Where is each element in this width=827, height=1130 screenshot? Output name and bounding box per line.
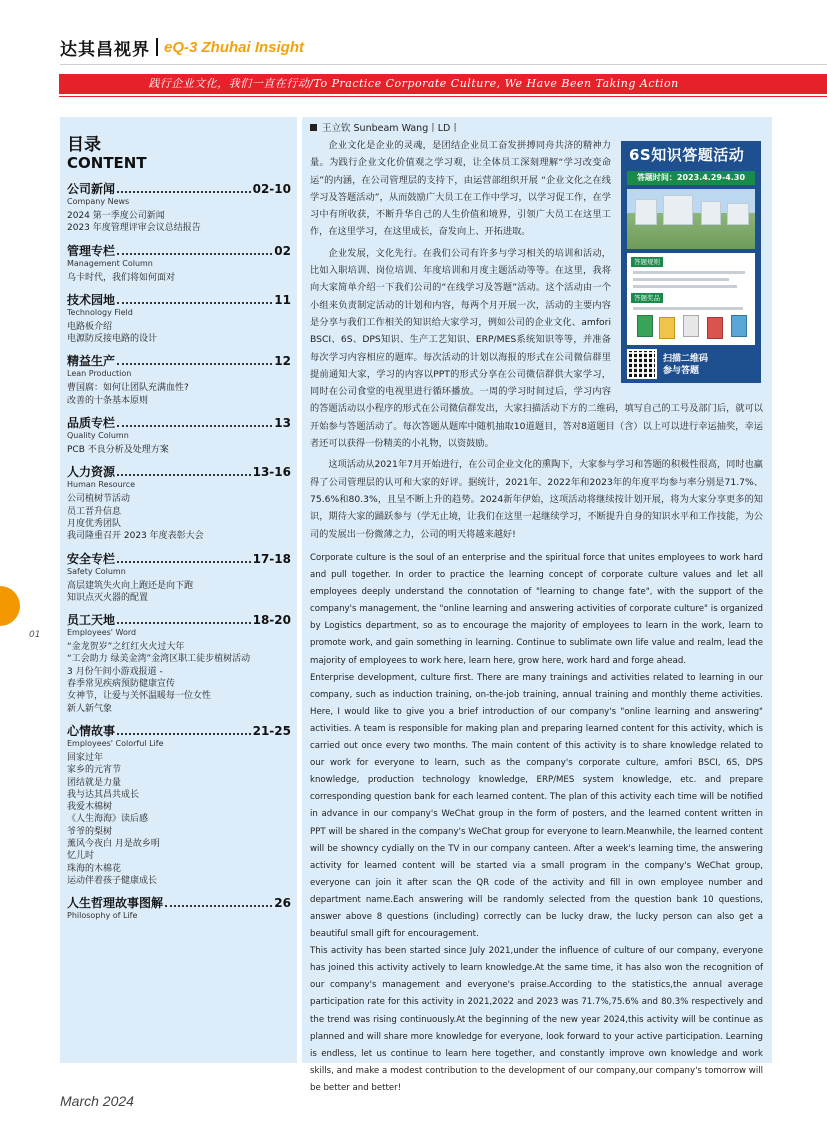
- toc-item[interactable]: 回家过年: [67, 752, 104, 763]
- text-line: [633, 285, 737, 288]
- toc-title: 目录: [67, 135, 101, 155]
- header-divider: [60, 64, 827, 65]
- toc-section: [67, 465, 291, 542]
- toc-section-english: Philosophy of Life: [67, 911, 138, 921]
- toc-section-pages: 17-18: [252, 551, 291, 566]
- table-of-contents: [60, 117, 297, 1063]
- toc-item[interactable]: 公司植树节活动: [67, 494, 131, 505]
- toc-section-heading[interactable]: [67, 416, 291, 431]
- prize-box-icon: [683, 315, 699, 337]
- toc-section-name: 品质专栏: [67, 416, 116, 431]
- toc-section-english: Lean Production: [67, 369, 132, 379]
- toc-item[interactable]: 忆儿时: [67, 851, 95, 862]
- poster-title: 6S知识答题活动: [629, 146, 745, 164]
- activity-poster: [621, 141, 761, 383]
- slogan-text: 践行企业文化，我们一直在行动/To Practice Corporate Culture, We Have Been Taking Action: [148, 77, 679, 90]
- toc-section-english: Technology Field: [67, 307, 133, 317]
- toc-leader-dots: [117, 561, 251, 563]
- toc-item[interactable]: 知识点灭火器的配置: [67, 592, 149, 603]
- toc-section-name: 员工天地: [67, 613, 116, 628]
- toc-leader-dots: [117, 622, 251, 624]
- toc-item[interactable]: 薰风今夜白 月是故乡明: [67, 839, 160, 850]
- poster-card: [621, 141, 761, 383]
- toc-leader-dots: [165, 905, 272, 907]
- toc-section: [67, 244, 291, 284]
- brand-separator: [156, 38, 158, 56]
- toc-leader-dots: [117, 302, 272, 304]
- toc-item[interactable]: 2023 年度管理评审会议总结报告: [67, 223, 201, 234]
- slogan-underline: [59, 96, 827, 97]
- toc-section-pages: 11: [274, 292, 291, 307]
- toc-item[interactable]: 我司隆重召开 2023 年度表彰大会: [67, 531, 204, 542]
- toc-item[interactable]: 乌卡时代，我们将如何面对: [67, 272, 176, 283]
- toc-section-name: 管理专栏: [67, 243, 116, 258]
- toc-section-pages: 12: [274, 354, 291, 369]
- toc-item[interactable]: 高层建筑失火向上跑还是向下跑: [67, 580, 194, 591]
- poster-info-panel: [627, 253, 755, 345]
- masthead: [60, 36, 304, 58]
- toc-item[interactable]: 2024 第一季度公司新闻: [67, 211, 165, 221]
- toc-leader-dots: [117, 253, 272, 255]
- toc-section-pages: 13: [274, 416, 291, 431]
- toc-section-english: Management Column: [67, 258, 153, 268]
- toc-section-english: Company News: [67, 197, 130, 206]
- cn-paragraph-1: 企业文化是企业的灵魂，是团结企业员工奋发拼搏同舟共济的精神力量。为践行企业文化价值观之学习观，让全体员工深刻理解“学习改变命运”的内涵，在公司管理层的支持下，由运营部组织开展 “企业文化之在线学习及答题活动”，从而鼓励广大员工在工作中学习，以学习促工作，在学习中有所收获，不断升华自己的人生价值和境界，引领广大员工在这里工作，在这里学习，在这里成长，奋发向上、开拓进取。: [310, 140, 611, 238]
- toc-item[interactable]: 曹国腐：如何让团队充满血性?: [67, 383, 189, 394]
- toc-section: [67, 613, 291, 715]
- page-tab-marker: [0, 586, 20, 626]
- toc-item[interactable]: 团结就是力量: [67, 777, 122, 788]
- building-shape: [701, 201, 721, 225]
- text-line: [633, 271, 745, 274]
- toc-leader-dots: [117, 425, 272, 427]
- toc-item[interactable]: 女神节，让爱与关怀温暖每一位女性: [67, 691, 212, 702]
- prize-box-icon: [659, 317, 675, 339]
- toc-section-pages: 21-25: [252, 723, 291, 738]
- toc-item[interactable]: 爷爷的梨树: [67, 826, 113, 837]
- toc-section-heading[interactable]: [67, 724, 291, 739]
- toc-section-english: Employees' Colorful Life: [67, 738, 164, 748]
- toc-section-pages: 02: [274, 243, 291, 258]
- cn-paragraph-2: 企业发展，文化先行。在我们公司有许多与学习相关的培训和活动，比如入职培训、岗位培训、年度培训和月度主题活动等等。在这里，我将向大家简单介绍一下我们公司的“在线学习及答题”活动。这个活动由一个小组来负责制定活动的计划和内容，每两个月开展一次，活动的主要内容是分享与我们工作相关的知识给大家学习，例如公司的企业文化、amfori BSCI、6S、DPS知识、生产工艺知识、ERP/MES系统知识等等，并准备每次学习内容相应的题库。每次活动的计划以海报的形式在公司微信群里提前通知大家，学习的内容以PPT的形式分享在公司微信群供大家学习，同时在公司食堂的电视里进行循环播放。一周的学习时间过后，学习内容的答题活动以小程序的形式在公司微信群发出，大家扫描活动下方的二维码，填写自己的工号及部门后，就可以开始参与答题活动了。每次答题从题库中随机抽取10道题目，答对8道题目（含）以上可以进行幸运抽奖，幸运者还可以获得一份精美的小礼物，以资鼓励。: [310, 247, 763, 450]
- prize-box-icon: [731, 315, 747, 337]
- toc-section-heading[interactable]: [67, 244, 291, 259]
- toc-section-heading[interactable]: [67, 552, 291, 567]
- toc-section-english: Quality Column: [67, 431, 129, 441]
- toc-item[interactable]: “金龙贺岁”之红红火火过大年: [67, 642, 185, 653]
- building-shape: [663, 195, 693, 225]
- toc-section-heading[interactable]: [67, 613, 291, 628]
- toc-section-pages: 18-20: [252, 613, 291, 628]
- prize-tag: 答题奖品: [631, 293, 663, 303]
- toc-section-name: 心情故事: [67, 723, 116, 738]
- toc-item[interactable]: 电源防反接电路的设计: [67, 334, 158, 345]
- toc-sections: [67, 182, 291, 921]
- en-paragraph-2: Enterprise development, culture first. There are many trainings and activities related to learning in our company, such as induction training, on-the-job training, annual training and monthly theme activities. Here, I would like to give you a brief introduction of our company's "online learning and answering" activities. A team is responsible for making plan and preparing learned content for this activity, which is carried out once every two months. The main content of this activity is to share knowledge related to our work for everyone to learn, such as the company's corporate culture, amfori BSCI, 6S, DPS knowledge, production technology knowledge, ERP/MES system knowledge, etc. and prepare corresponding question bank for each learned content. The plan of this activity each time will be notified in advance in our company's WeChat group in the form of posters, and the learned content written in PPT will be shared in the company's WeChat group for everyone to learn.Meanwhile, the learned content will be showncy cydially on the TV in our company canteen. After a week's learning time, the answering activity for learned content will be started via a small program in the company's WeChat group, everyone can join it after scan the QR code of the activity and fill in own employee number and department name.Each answering will be randomly selected from the question bank 10 questions, answer above 8 questions (including) correctly can be lucky draw, the lucky person can also get a beautiful small gift for encouragement.: [310, 672, 763, 940]
- toc-item[interactable]: 我爱木棉树: [67, 802, 113, 813]
- article-author: [310, 122, 460, 136]
- toc-section-english: Employees' Word: [67, 628, 137, 638]
- toc-leader-dots: [117, 474, 251, 476]
- toc-item[interactable]: 珠海的木棉花: [67, 863, 122, 874]
- article-en-text: [310, 550, 763, 1097]
- toc-item[interactable]: 春季常见疾病预防健康宣传: [67, 679, 176, 690]
- text-line: [633, 307, 743, 310]
- toc-item[interactable]: 改善的十条基本原则: [67, 395, 149, 406]
- campus-photo: [627, 189, 755, 249]
- issue-date: March 2024: [60, 1093, 134, 1109]
- poster-scan-text: [663, 353, 708, 377]
- toc-section-name: 安全专栏: [67, 551, 116, 566]
- scan-line-1: 扫描二维码: [663, 354, 709, 364]
- toc-section-pages: 26: [274, 896, 291, 911]
- toc-section-heading[interactable]: [67, 354, 291, 369]
- toc-item[interactable]: 新人新气象: [67, 703, 113, 714]
- toc-item[interactable]: “工会助力 绿美金湾”金湾区职工徒步植树活动: [67, 654, 251, 665]
- toc-section-pages: 13-16: [252, 465, 291, 480]
- en-paragraph-1: Corporate culture is the soul of an enterprise and the spiritual force that unites employees to work hard and pull together. In order to practice the learning concept of corporate culture values and let all employees deeply understand the connotation of "learning to change fate", with the support of the company's management, the "online learning and answering activities of corporate culture" is organized by Logistics department, so as to encourage the majority of employees to learn in the work, learn to promote work, and gain something in learning. Continue to sublimate own life value and realm, lead the majority of employees to work here, learn here, grow here, work hard and forge ahead.: [310, 553, 763, 666]
- toc-section-name: 技术园地: [67, 292, 116, 307]
- building-shape: [635, 199, 657, 225]
- toc-section-heading[interactable]: [67, 182, 291, 197]
- text-line: [633, 278, 729, 281]
- toc-section-english: Safety Column: [67, 566, 126, 576]
- toc-item[interactable]: 3 月份午间小游戏报道 -: [67, 666, 163, 677]
- article-cn-text: [310, 137, 763, 543]
- scan-line-2: 参与答题: [663, 366, 700, 376]
- toc-leader-dots: [117, 363, 272, 365]
- en-paragraph-3: This activity has been started since July 2021,under the influence of culture of our company, everyone has joined this activity actively to learn knowledge.At the same time, it has also won the recognition of our company's management and everyone's praise.According to the statistics,the annual average participation rate for this activity in 2021,2022 and 2023 was 71.7%,75.6% and 80.3% respectively and the trend was rising continuously.At the beginning of the new year 2024,this activity will be continue as planned and will share more knowledge for everyone, look forward to your active participation. Learning is endless, let us continue to learn here together, and constantly improve own knowledge and work skills, and make a modest contribution to the development of our company,our company's tomorrow will be better and better!: [310, 946, 763, 1093]
- bullet-square-icon: [310, 124, 317, 131]
- toc-item[interactable]: 员工晋升信息: [67, 506, 122, 517]
- brand-name-en: eQ-3 Zhuhai Insight: [164, 38, 305, 56]
- page-number: 01: [29, 630, 41, 640]
- cn-paragraph-3: 这项活动从2021年7月开始进行，在公司企业文化的熏陶下，大家参与学习和答题的积极性很高，同时也赢得了公司管理层的认可和大家的好评。据统计，2021年、2022年和2023年的年度平均参与率分别是71.7%、75.6%和80.3%，且呈不断上升的趋势。2024新年伊始，这项活动将继续按计划开展，将为大家分享更多的知识，期待大家的踊跃参与（学无止境，让我们在这里一起继续学习，不断提升自身的知识水平和工作技能，为公司的发展出一份微薄之力，公司的明天将越来越好!: [310, 459, 763, 540]
- toc-section-heading[interactable]: [67, 293, 291, 308]
- toc-section-pages: 02-10: [252, 182, 291, 196]
- toc-item[interactable]: 《人生海海》读后感: [67, 814, 149, 825]
- toc-section-name: 人生哲理故事图解: [67, 896, 164, 911]
- toc-section: [67, 293, 291, 346]
- brand-name-cn: 达其昌视界: [60, 39, 150, 60]
- rules-tag: 答题规则: [631, 257, 663, 267]
- toc-section: [67, 724, 291, 887]
- toc-section-heading[interactable]: [67, 465, 291, 480]
- toc-item[interactable]: PCB 不良分析及处理方案: [67, 445, 169, 456]
- qr-code-icon: [627, 349, 657, 379]
- article-panel: [302, 117, 772, 1093]
- toc-subtitle: CONTENT: [67, 154, 147, 172]
- poster-date: 答题时间：2023.4.29-4.30: [627, 171, 755, 185]
- toc-leader-dots: [117, 733, 251, 735]
- toc-item[interactable]: 电路板介绍: [67, 321, 113, 332]
- toc-section-name: 精益生产: [67, 354, 116, 369]
- prize-box-icon: [707, 317, 723, 339]
- prize-box-icon: [637, 315, 653, 337]
- toc-item[interactable]: 家乡的元宵节: [67, 765, 122, 776]
- toc-section: [67, 552, 291, 605]
- toc-leader-dots: [117, 191, 251, 193]
- toc-section: [67, 182, 291, 235]
- toc-section-name: 公司新闻: [67, 182, 116, 196]
- toc-item[interactable]: 运动伴着孩子健康成长: [67, 875, 158, 886]
- toc-item[interactable]: 我与达其昌共成长: [67, 789, 140, 800]
- toc-section-heading[interactable]: [67, 896, 291, 911]
- toc-section: [67, 896, 291, 921]
- toc-section: [67, 354, 291, 407]
- toc-section: [67, 416, 291, 456]
- building-shape: [727, 203, 749, 225]
- toc-section-name: 人力资源: [67, 465, 116, 480]
- toc-item[interactable]: 月度优秀团队: [67, 518, 122, 529]
- author-name: 王立钦 Sunbeam Wang丨LD丨: [322, 123, 460, 134]
- toc-section-english: Human Resource: [67, 480, 136, 490]
